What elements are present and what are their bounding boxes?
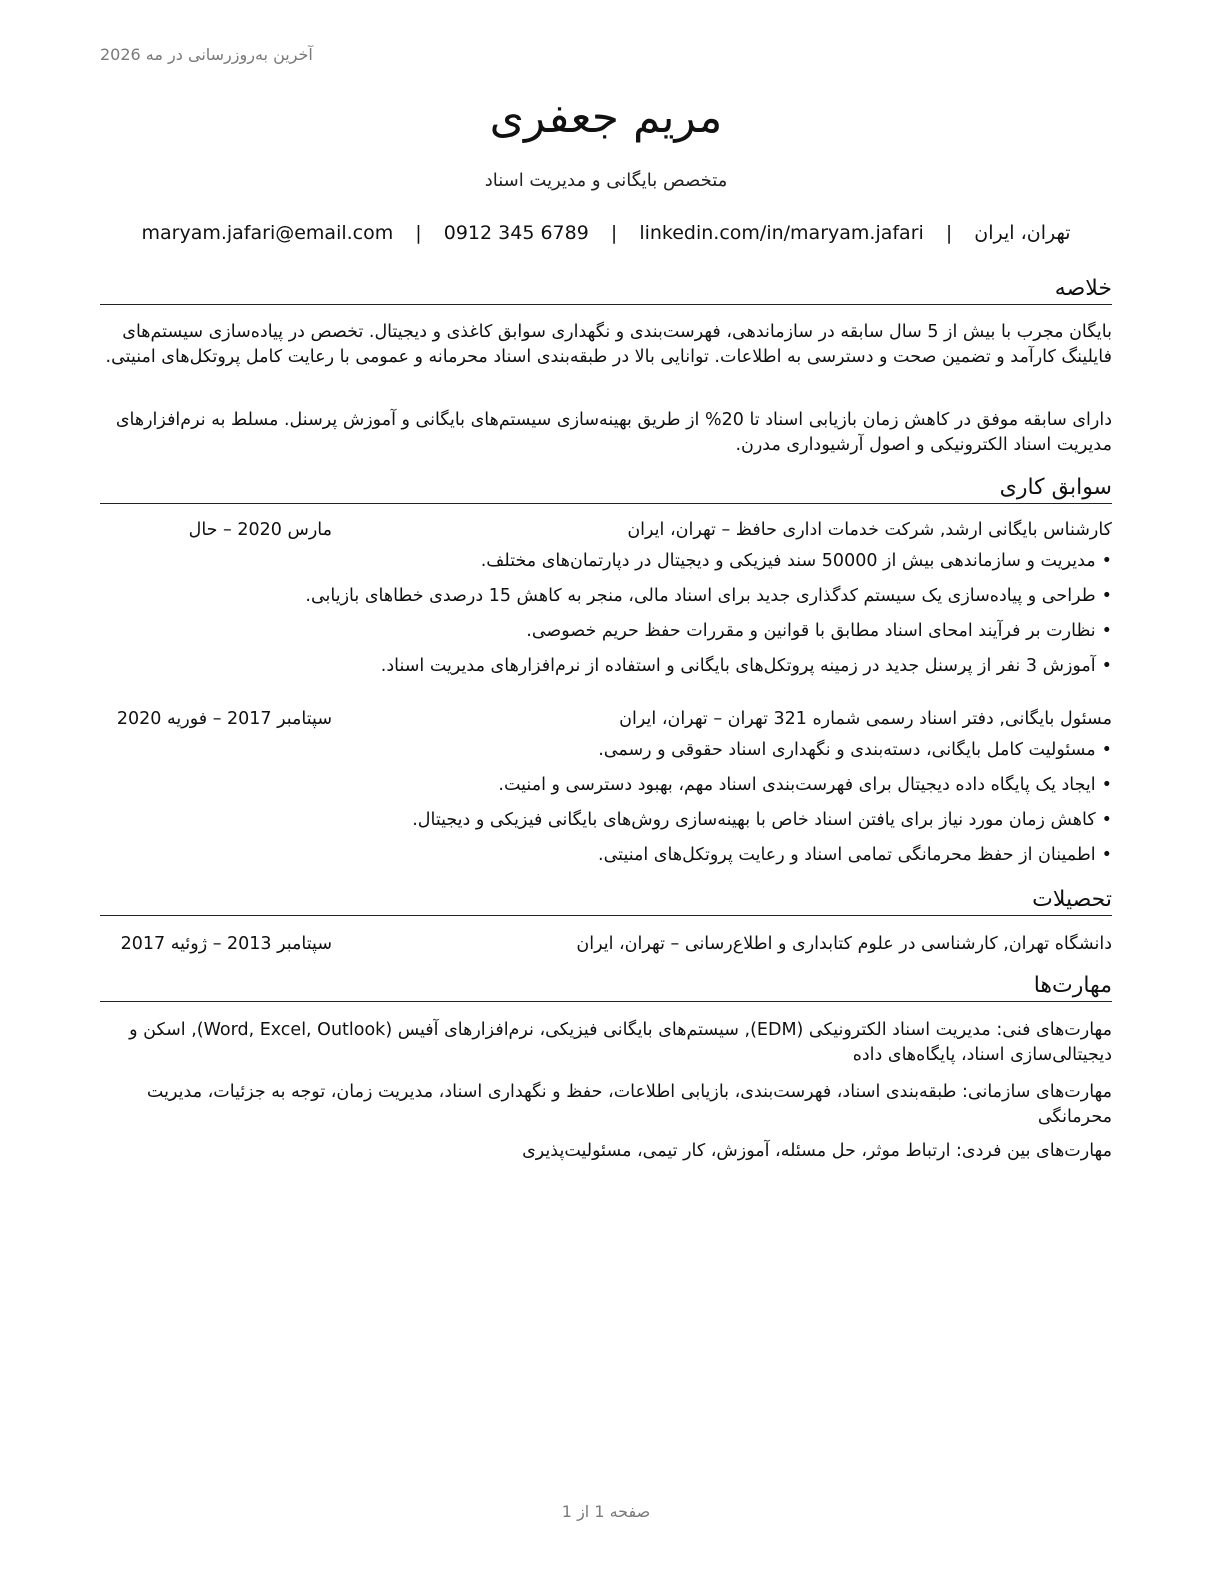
job-header [100,706,1112,732]
contact-linkedin[interactable]: linkedin.com/in/maryam.jafari [639,222,924,244]
bullet-icon: • [1101,551,1112,571]
skills-interpersonal: مهارت‌های بین فردی: ارتباط موثر، حل مسئله، آموزش، کار تیمی، مسئولیت‌پذیری [522,1141,1112,1161]
list-item [100,548,1112,583]
bullet-text: ایجاد یک پایگاه داده دیجیتال برای فهرست‌بندی اسناد مهم، بهبود دسترسی و امنیت. [498,775,1096,795]
bullet-text: اطمینان از حفظ محرمانگی تمامی اسناد و رعایت پروتکل‌های امنیتی. [598,845,1096,865]
bullet-icon: • [1101,656,1112,676]
contact-line [100,222,1112,244]
list-item [100,618,1112,653]
bullet-icon: • [1101,740,1112,760]
skills-organizational: مهارت‌های سازمانی: طبقه‌بندی اسناد، فهرست‌بندی، بازیابی اطلاعات، حفظ و نگهداری اسناد، مدیریت زمان، توجه به جزئیات، مدیریت محرمانگی [146,1082,1112,1127]
bullet-text: طراحی و پیاده‌سازی یک سیستم کدگذاری جدید برای اسناد مالی، منجر به کاهش 15 درصدی خطاهای بازیابی. [305,586,1096,606]
list-item [100,583,1112,618]
bullet-icon: • [1101,586,1112,606]
summary-paragraph-1: بایگان مجرب با بیش از 5 سال سابقه در سازماندهی، فهرست‌بندی و نگهداری سوابق کاغذی و دیجیتال. تخصص در پیاده‌سازی سیستم‌های فایلینگ کارآمد و تضمین صحت و دسترسی به اطلاعات. توانایی بالا در طبقه‌بندی اسناد محرمانه و عمومی با رعایت کامل پروتکل‌های امنیتی. [105,322,1112,367]
education-degree: دانشگاه تهران, کارشناسی در علوم کتابداری و اطلاع‌رسانی – تهران، ایران [576,934,1112,954]
contact-separator: | [610,222,618,244]
contact-separator: | [945,222,953,244]
list-item [100,772,1112,807]
contact-separator: | [415,222,422,244]
list-item [100,807,1112,842]
list-item [100,842,1112,877]
contact-phone: 0912 345 6789 [443,222,589,244]
last-updated-note: آخرین به‌روزرسانی در مه 2026 [100,45,313,64]
bullet-text: مدیریت و سازماندهی بیش از 50000 سند فیزیکی و دیجیتال در دپارتمان‌های مختلف. [480,551,1096,571]
skills-technical: مهارت‌های فنی: مدیریت اسناد الکترونیکی (EDM), سیستم‌های بایگانی فیزیکی، نرم‌افزارهای آفیس (Word, Excel, Outlook), اسکن و دیجیتالی‌سازی اسناد، پایگاه‌های داده [129,1020,1112,1065]
bullet-text: کاهش زمان مورد نیاز برای یافتن اسناد خاص با بهینه‌سازی روش‌های بایگانی فیزیکی و دیجیتال. [412,810,1096,830]
bullet-icon: • [1101,775,1112,795]
job-bullets [100,548,1112,688]
summary-paragraph-2: دارای سابقه موفق در کاهش زمان بازیابی اسناد تا 20% از طریق بهینه‌سازی سیستم‌های بایگانی و آموزش پرسنل. مسلط به نرم‌افزارهای مدیریت اسناد الکترونیکی و اصول آرشیوداری مدرن. [115,410,1112,455]
job-dates: مارس 2020 – حال [188,520,332,540]
education-heading: تحصیلات [100,886,1112,916]
education-dates: سپتامبر 2013 – ژوئیه 2017 [120,934,332,954]
job-bullets [100,737,1112,877]
contact-email[interactable]: maryam.jafari@email.com [141,222,394,244]
job-title: مسئول بایگانی, دفتر اسناد رسمی شماره 321 تهران – تهران، ایران [619,709,1112,729]
bullet-text: مسئولیت کامل بایگانی، دسته‌بندی و نگهداری اسناد حقوقی و رسمی. [598,740,1096,760]
job-header [100,517,1112,543]
education-entry [100,931,1112,957]
experience-heading: سوابق کاری [100,474,1112,504]
bullet-text: آموزش 3 نفر از پرسنل جدید در زمینه پروتکل‌های بایگانی و استفاده از نرم‌افزارهای مدیریت اسناد. [380,656,1096,676]
list-item [100,737,1112,772]
summary-heading: خلاصه [100,275,1112,305]
bullet-icon: • [1101,845,1112,865]
job-dates: سپتامبر 2017 – فوریه 2020 [116,709,332,729]
candidate-name: مریم جعفری [489,92,723,143]
list-item [100,653,1112,688]
candidate-title: متخصص بایگانی و مدیریت اسناد [484,170,728,191]
contact-location: تهران، ایران [974,222,1071,244]
bullet-icon: • [1101,810,1112,830]
skills-heading: مهارت‌ها [100,972,1112,1002]
job-title: کارشناس بایگانی ارشد, شرکت خدمات اداری حافظ – تهران، ایران [627,520,1112,540]
bullet-text: نظارت بر فرآیند امحای اسناد مطابق با قوانین و مقررات حفظ حریم خصوصی. [526,621,1096,641]
page-number: صفحه 1 از 1 [561,1502,651,1521]
resume-page [100,0,1112,1584]
bullet-icon: • [1101,621,1112,641]
